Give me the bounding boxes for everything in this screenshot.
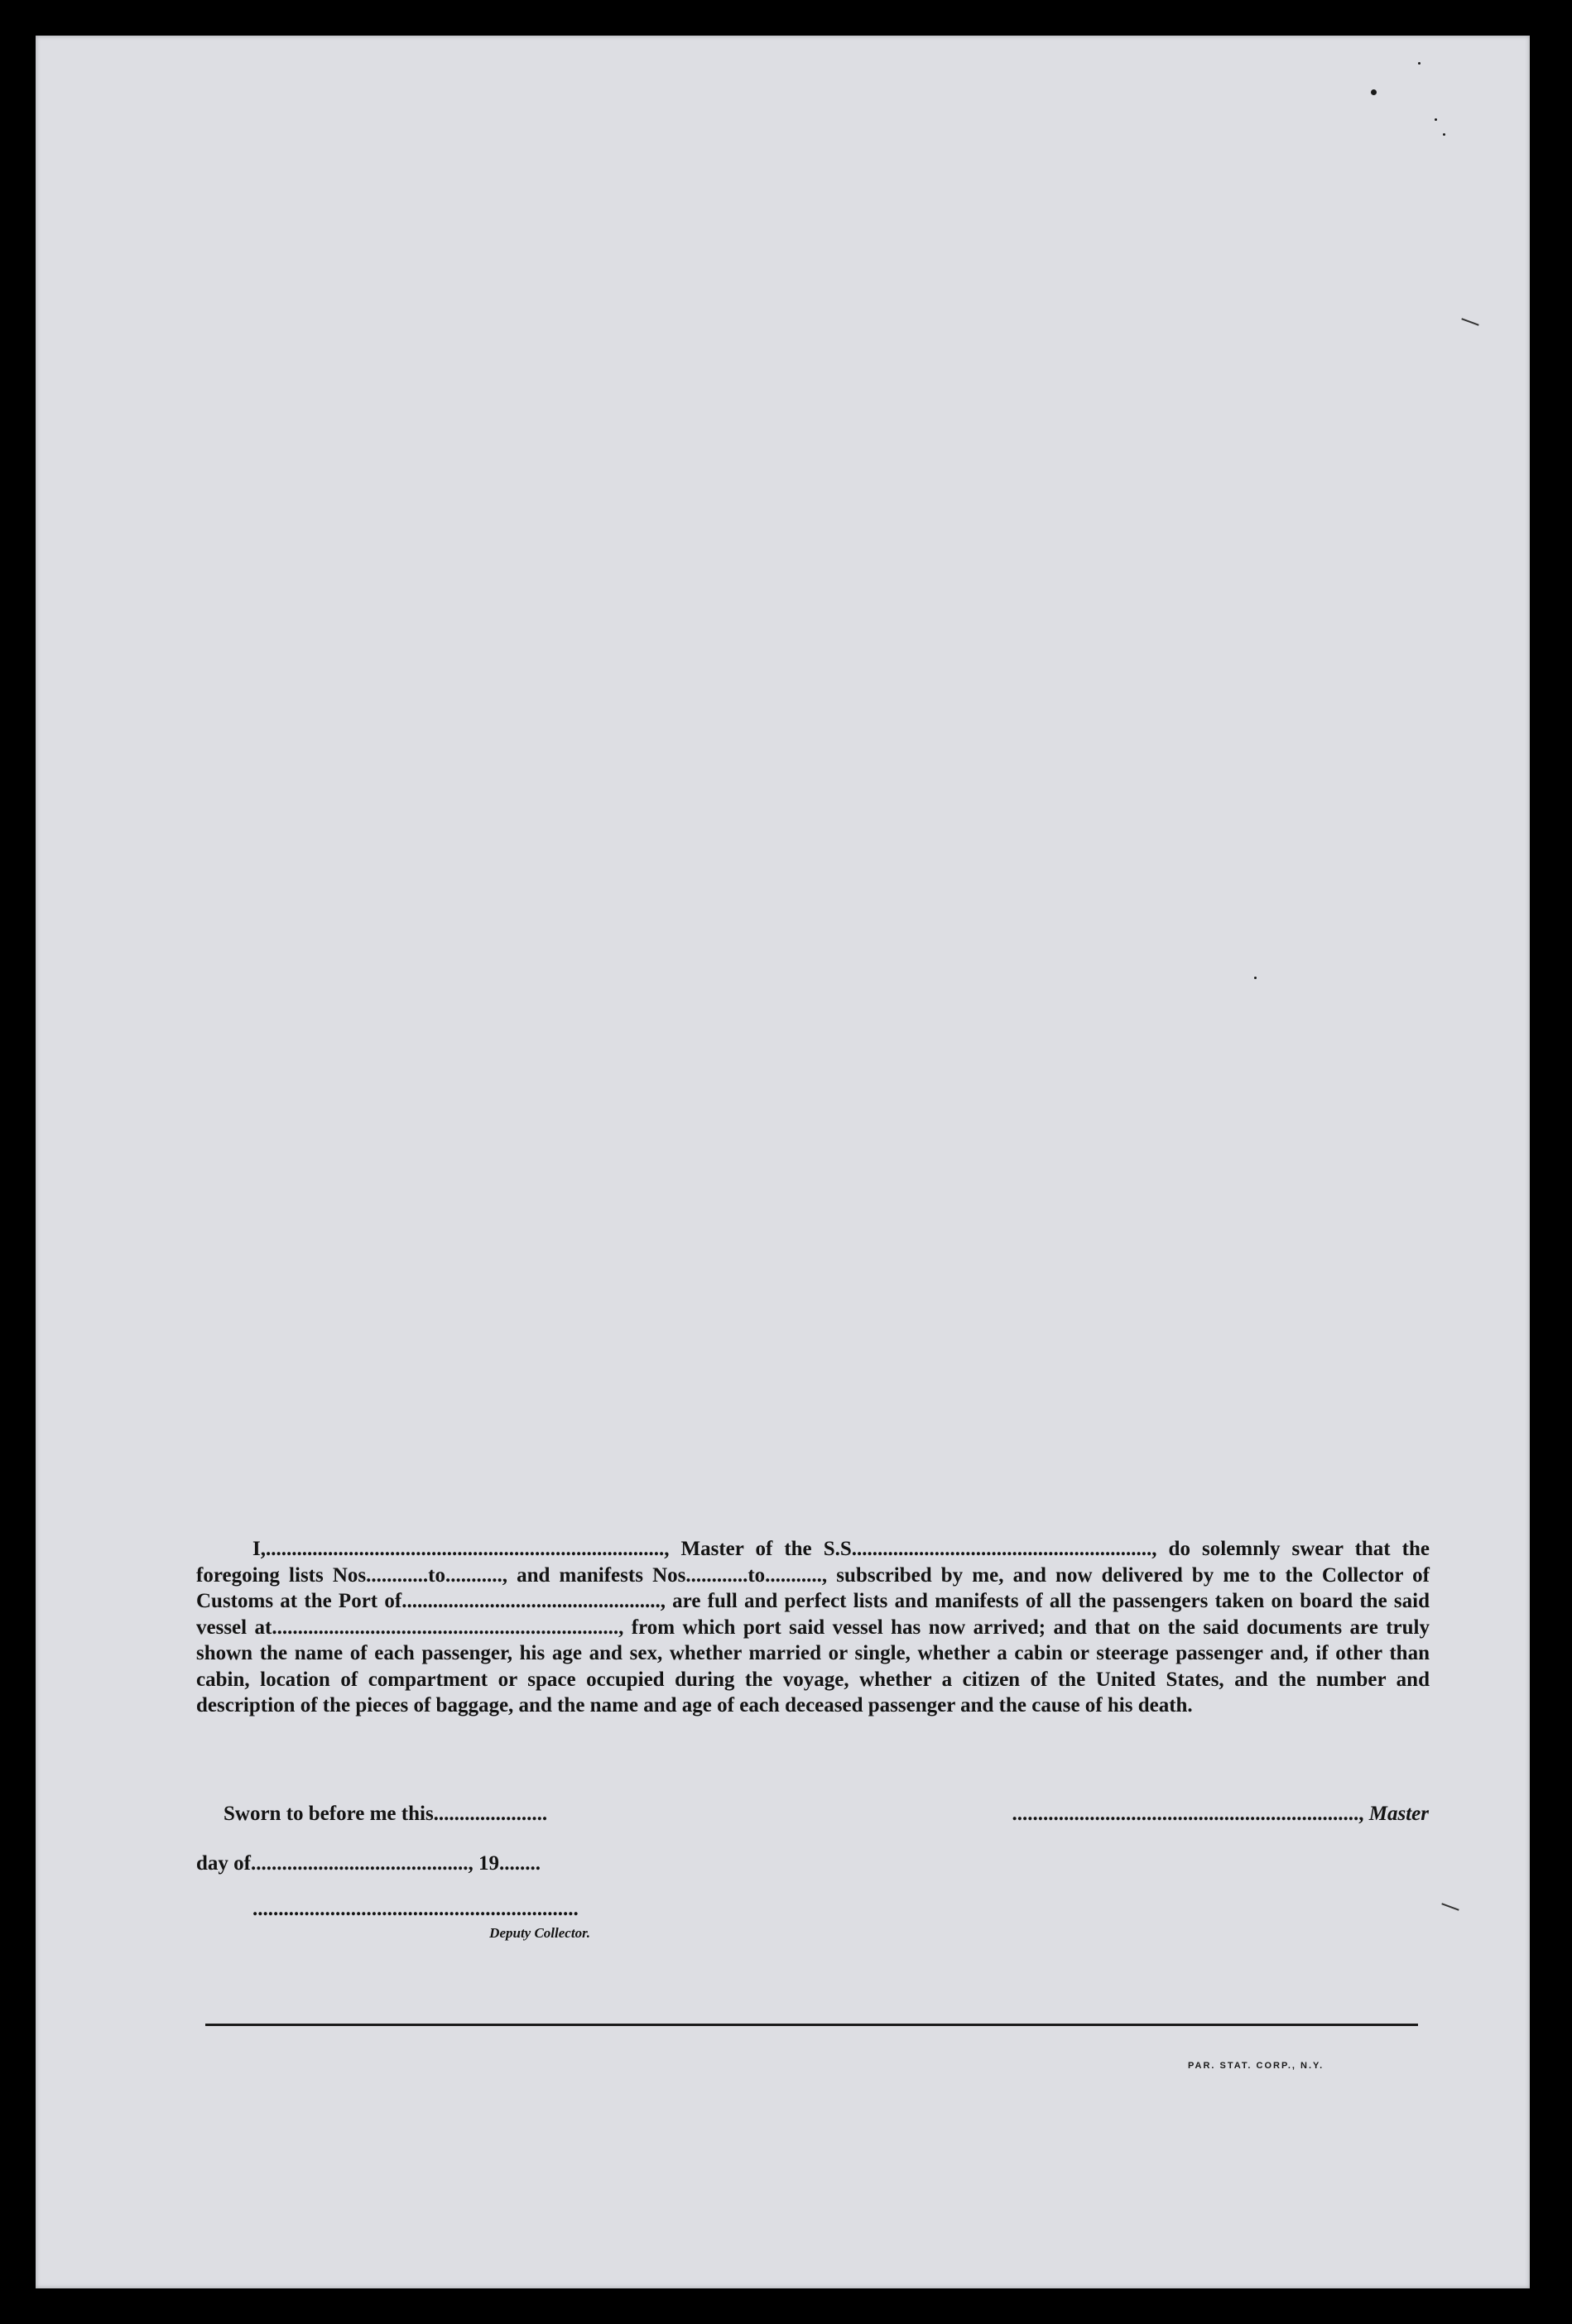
master-label: Master bbox=[1368, 1803, 1429, 1825]
deputy-signature-dots: ............................................................... bbox=[252, 1898, 579, 1920]
bottom-rule bbox=[205, 2024, 1418, 2026]
speck-mark bbox=[1371, 89, 1377, 95]
oath-paragraph bbox=[196, 1536, 1430, 1719]
speck-mark bbox=[1443, 133, 1445, 136]
printer-mark: PAR. STAT. CORP., N.Y. bbox=[1188, 2061, 1324, 2071]
oath-text: I,............................................................................., Master of the S.S.........................................................., do solemnly swear that the foregoing lists Nos............to..........., and manifests Nos............to..........., subscribed by me, and now delivered by me to the Collector of Customs at the Port of.................................................., are full and perfect lists and manifests of all the passengers taken on board the said vessel at..................................................................., from which port said vessel has now arrived; and that on the said documents are truly shown the name of each passenger, his age and sex, whether married or single, whether a cabin or steerage passenger and, if other than cabin, location of compartment or space occupied during the voyage, whether a citizen of the United States, and the number and description of the pieces of baggage, and the name and age of each deceased passenger and the cause of his death. bbox=[196, 1538, 1430, 1717]
master-signature-line bbox=[932, 1803, 1429, 1826]
sworn-line: Sworn to before me this...................... bbox=[224, 1803, 548, 1825]
edge-mark bbox=[1461, 318, 1478, 325]
form-page bbox=[36, 36, 1530, 2288]
edge-mark bbox=[1441, 1903, 1459, 1910]
speck-mark bbox=[1418, 62, 1421, 65]
date-line: day of.........................................., 19........ bbox=[196, 1852, 541, 1875]
speck-mark bbox=[1435, 118, 1437, 121]
master-dots: ..................................................................., bbox=[1012, 1803, 1369, 1825]
speck-mark bbox=[1254, 977, 1257, 979]
deputy-collector-label: Deputy Collector. bbox=[489, 1925, 590, 1941]
